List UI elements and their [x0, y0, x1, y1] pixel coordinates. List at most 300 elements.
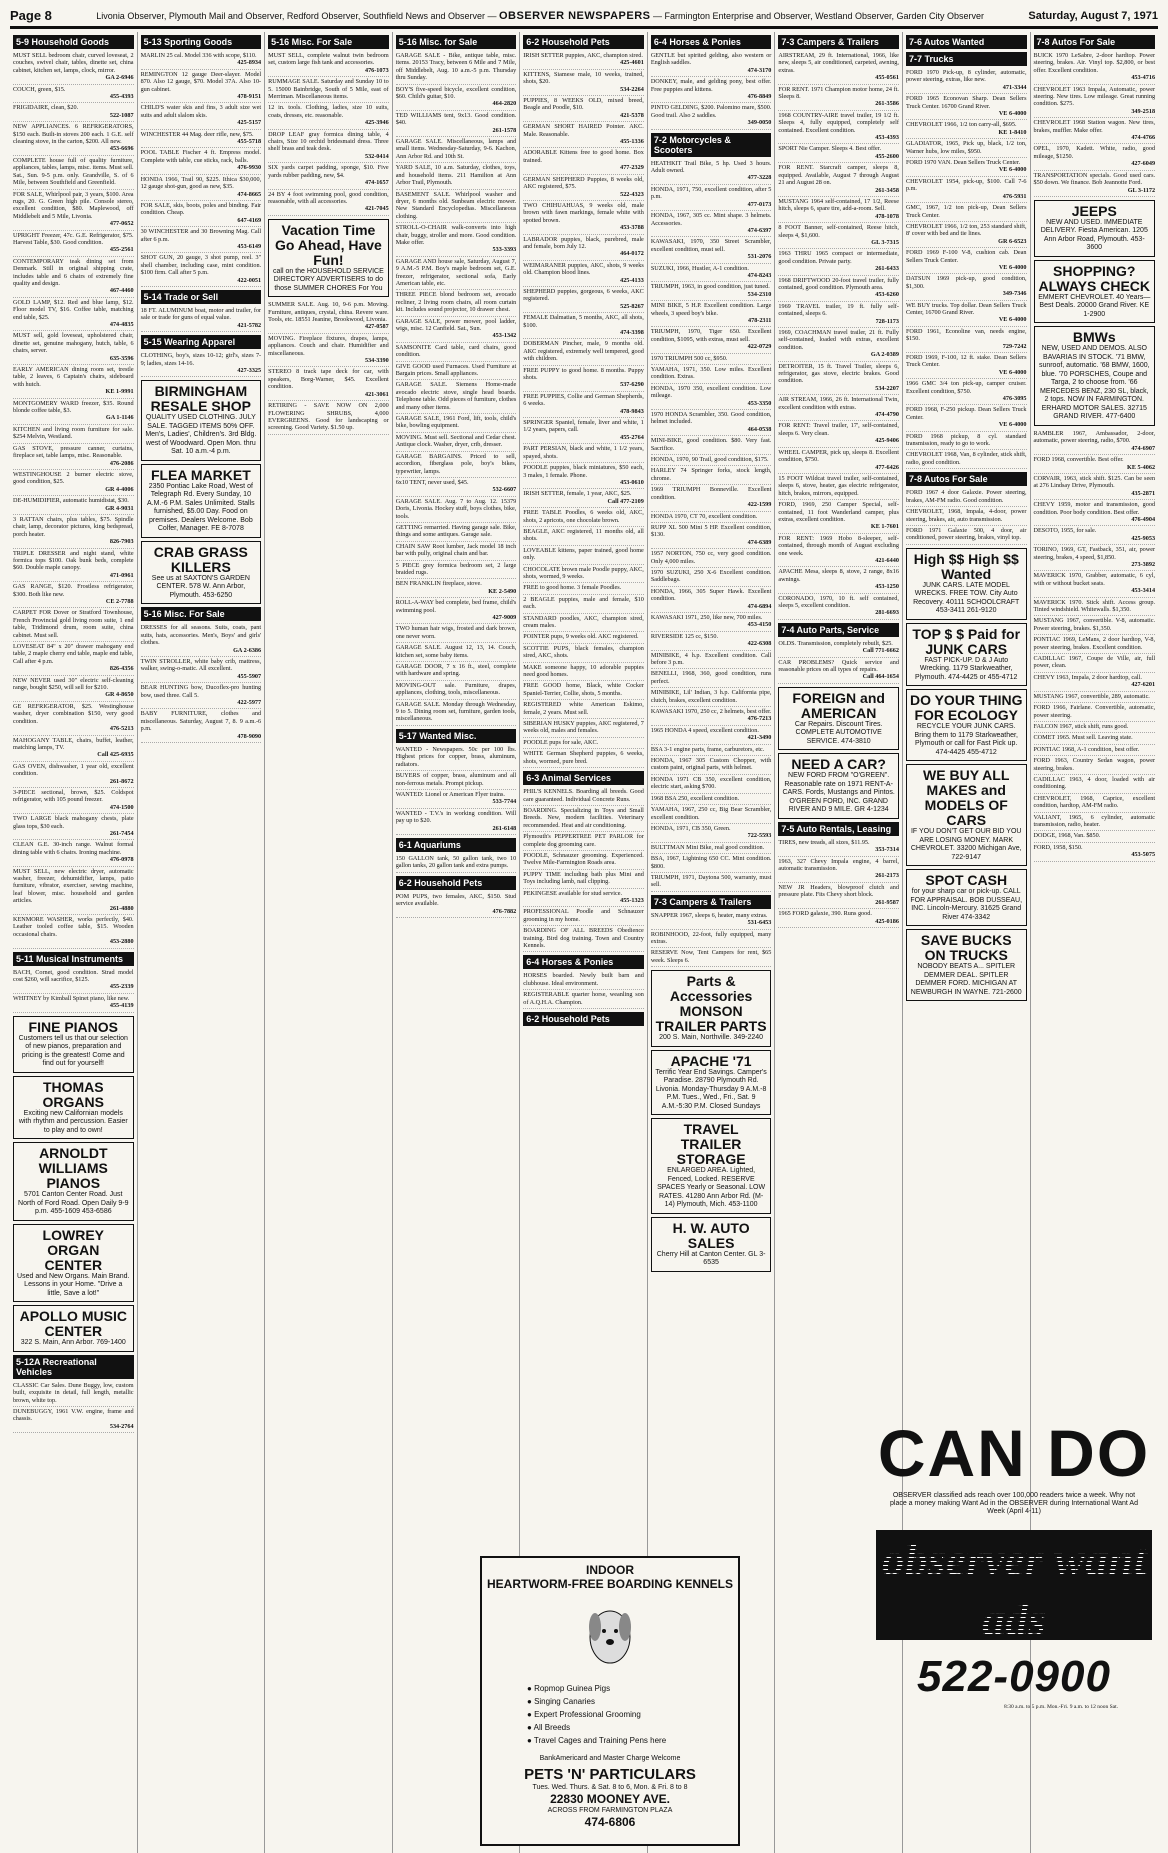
classified-ad	[906, 526, 1027, 545]
classified-ad	[651, 948, 772, 967]
ad-text: CHEVROLET 1954, pick-up, $100. Call 7-6 p.m.	[905, 177, 1027, 193]
ad-text: GMC, 1967, 1/2 ton pick-up, Dean Sellers Truck Center.	[905, 204, 1027, 219]
ad-text: COUCH, green, $15.	[13, 85, 66, 93]
display-ad-title: THOMAS ORGANS	[42, 1078, 104, 1110]
display-ad-title: FINE PIANOS	[28, 1018, 119, 1035]
display-ad	[13, 1016, 134, 1073]
classified-ad	[141, 227, 262, 253]
classified-ad	[523, 287, 644, 313]
classified-ad	[268, 51, 389, 77]
classified-ad	[1034, 616, 1156, 635]
ad-phone: 476-4904	[1131, 515, 1156, 523]
ad-text: STANDARD poodles, AKC, champion sired, cream males.	[523, 614, 644, 629]
ad-phone: 453-4393	[875, 134, 899, 142]
classified-ad	[396, 771, 517, 790]
classified-ad	[13, 840, 134, 866]
classified-ad	[778, 534, 899, 568]
classified-ad	[1034, 474, 1156, 500]
ad-text: MARLIN 25 cal. Model 336 with scope, $110.	[140, 52, 257, 59]
display-ad-body: EMMERT CHEVROLET. 40 Years—Best Deals. 20000 Grand River. KE 1-2900	[1038, 293, 1151, 318]
classified-ad	[13, 642, 134, 676]
classified-column	[138, 32, 266, 1853]
ad-phone: 467-4460	[109, 287, 134, 295]
ad-phone: 474-6389	[747, 538, 772, 546]
classified-ad	[906, 139, 1027, 158]
ad-text: GARAGE SALE. Miscellaneous, lamps and small items. Wednesday-Saturday, 9-6. Kachon, Ann Arbor Rd. and 10th St.	[395, 138, 517, 160]
classified-ad	[141, 201, 262, 227]
ad-text: WANTED: Lionel or American Flyer trains.	[395, 790, 505, 798]
classified-ad	[523, 870, 644, 889]
classified-ad	[268, 77, 389, 103]
ad-text: KAWASAKI 1970, 250 cc, 2 helmets, best offer.	[650, 708, 772, 716]
classified-ad	[651, 756, 772, 775]
ad-phone: 474-1657	[364, 179, 389, 187]
issue-date: Saturday, August 7, 1971	[1028, 9, 1158, 22]
ad-text: WANTED - T.V.'s in working condition. Will pay up to $20.	[395, 809, 517, 825]
ad-text: GAS RANGE, $120. Frostless refrigerator, $300. Both like new.	[13, 583, 134, 598]
ad-phone: 453-4150	[747, 621, 772, 629]
ad-text: RUPP XL 500 Mini 5 HP. Excellent condition, $130.	[650, 523, 772, 539]
ad-phone: 534-2207	[875, 384, 899, 392]
section-heading: 7-6 Autos Wanted	[906, 35, 1027, 49]
ad-text: 1970 TRIUMPH 500 cc, $950.	[650, 354, 728, 362]
display-ad-body: NOBODY BEATS A... SPITLER DEMMER DEAL. SPITLER DEMMER FORD. MICHIGAN AT NEWBURGH IN WAYNE. 721-2600	[910, 963, 1022, 996]
classified-ad	[651, 301, 772, 327]
ad-text: DESOTO, 1955, for sale.	[1033, 527, 1097, 535]
classified-ad	[13, 582, 134, 608]
ad-text: CHEVY 1959, motor and transmission, good condition. Poor body condition. Best offer.	[1033, 501, 1156, 516]
ad-phone: KE 2-5490	[488, 587, 517, 595]
ad-text: SIX yards carpet padding, sponge, $10. Five yards rubber padding, new, $4.	[268, 164, 389, 179]
ad-text: BASEMENT SALE. Whirlpool washer and dryer, 6 months old. Sunbeam electric mower. New Standard Encyclopedias. Miscellaneous clothing.	[395, 190, 517, 220]
ad-text: 12 in. tools. Clothing, ladies, size 10 suits, coats, dresses, etc. reasonable.	[268, 104, 389, 119]
ad-phone: 425-4133	[620, 276, 644, 284]
classified-ad	[1034, 745, 1156, 756]
ad-text: TRIPLE DRESSER and night stand, white formica tops $100. Oak bunk beds, complete $60. Double maple canopy.	[13, 549, 134, 572]
ad-phone: 453-6260	[875, 291, 899, 299]
ad-text: CARPET FOR Dover or Stratford Townhouse, French Provincial gold living room suite, 1 end table, Tridimond drum, room suite, china cabinet. Must sell.	[13, 609, 134, 639]
ad-text: FORD 1970 Pick-up, 8 cylinder, automatic, power steering, extras, like new.	[905, 69, 1027, 84]
ad-text: PONTIAC 1968, A-1 condition, best offer.	[1033, 745, 1140, 753]
ad-phone: 422-1599	[747, 501, 772, 509]
classified-ad	[13, 103, 134, 122]
classified-ad	[141, 175, 262, 201]
display-ad-title: BMWs	[1072, 329, 1116, 346]
classified-ad	[778, 328, 899, 362]
ad-text: DE-HUMIDIFIER, automatic humidistat, $30.	[13, 497, 129, 505]
classified-ad	[1034, 722, 1156, 733]
page-number: Page 8	[10, 8, 52, 23]
ad-text: HONDA, 1970, 90 Trail, good condition, $175.	[650, 456, 769, 464]
ad-text: RESERVE Now, Tent Campers for rent, $65 week. Sleeps 6.	[650, 949, 772, 964]
display-ad	[651, 1118, 772, 1214]
classified-ad	[13, 122, 134, 156]
ad-text: CHEVROLET 1968, Van, 8 cylinder, stick shift, radio, good condition.	[905, 451, 1027, 466]
classified-ad	[396, 452, 517, 478]
ad-text: GARAGE SALE. Aug. 7 to Aug. 12. 15379 Doris, Livonia. Hockey stuff, boys clothes, bike, tools.	[395, 497, 517, 520]
ad-text: GARAGE SALE - Bike, antique table, misc. items. 20153 Tracy, between 6 Mile and 7 Mile, off Middlebelt, Aug. 10 a.m.-5 p.m. Thursday thru Sunday.	[395, 52, 517, 82]
classified-ad	[778, 474, 899, 500]
ad-text: YARD SALE, 10 a.m. Saturday, clothes, toys, and household items. 211 Hamilton at Ann Arbor Trail, Plymouth.	[395, 164, 517, 187]
classified-ad	[396, 809, 517, 835]
ad-text: FORD 1969, F-100, 12 ft. stake. Dean Sellers Truck Center.	[905, 354, 1027, 369]
ad-phone: 476-9930	[237, 164, 262, 172]
ad-text: GIVE GOOD used Furnaces. Used Furniture at Bargain prices. Small appliances.	[395, 362, 517, 378]
display-ad-body: 5701 Canton Center Road. Just North of Ford Road. Open Daily 9-9 p.m. 455-1609 453-6586	[18, 1191, 129, 1216]
ad-text: APACHE Mesa, sleeps 8, stove, 2 range, 8x16 awnings.	[778, 568, 899, 583]
ad-phone: 427-0587	[364, 323, 389, 331]
classified-ad	[13, 298, 134, 332]
classified-ad	[906, 222, 1027, 248]
ad-text: VALIANT, 1965, 6 cylinder, automatic transmission, radio, heater.	[1033, 813, 1156, 828]
classified-ad	[13, 968, 134, 994]
classified-ad	[396, 257, 517, 291]
classified-ad	[268, 334, 389, 368]
display-ad	[906, 929, 1027, 1001]
ad-phone: 421-5782	[237, 321, 262, 329]
ad-text: AIRSTREAM, 29 ft. International, 1966, like new, sleeps 5, air conditioned, carpeted, awning, extras.	[778, 52, 899, 74]
ad-phone: 531-6453	[747, 919, 772, 927]
classified-ad	[651, 775, 772, 794]
classified-ad	[523, 644, 644, 663]
ad-phone: 273-3892	[1131, 561, 1156, 568]
display-ad-title: FLEA MARKET	[150, 466, 251, 483]
ad-phone: 647-4169	[237, 216, 262, 224]
classified-ad	[13, 762, 134, 788]
ad-text: FORD 1967 4 door Galaxie. Power steering, brakes, AM-FM radio. Good condition.	[905, 489, 1027, 504]
ad-text: FREE PUPPIES, Collie and German Shepherds, 6 weeks.	[523, 392, 644, 408]
masthead-title: OBSERVER NEWSPAPERS	[499, 9, 651, 22]
ad-text: TWIN STROLLER, white baby crib, mattress, walker, swing-o-matic. All excellent.	[140, 658, 262, 673]
classified-ad	[523, 444, 644, 463]
ad-text: TED WILLIAMS tent, 9x13. Good condition. $40.	[395, 111, 517, 127]
ad-text: FORD 1965 Econovan Sharp. Dean Sellers Truck Center. 16700 Grand River.	[905, 95, 1027, 110]
classified-ad	[651, 354, 772, 365]
classified-ad	[778, 838, 899, 857]
classified-ad	[651, 707, 772, 726]
classified-ad	[651, 237, 772, 263]
ad-phone: 425-9406	[875, 437, 899, 445]
classified-ad	[523, 313, 644, 339]
ad-text: POOL TABLE Fischer 4 ft. Empress model. Complete with table, cue sticks, rack, balls.	[140, 149, 262, 164]
section-heading: 6-2 Household Pets	[396, 876, 517, 890]
classified-ad	[651, 549, 772, 568]
classified-ad	[1034, 673, 1156, 692]
classified-ad	[1034, 144, 1156, 170]
classified-ad	[13, 608, 134, 642]
ad-text: HARLEY 74 Springer forks, stock length, chrome.	[650, 467, 772, 482]
ad-text: REGISTERABLE quarter horse, weanling son of A.Q.H.A. Champion.	[523, 991, 644, 1006]
classified-ad	[778, 85, 899, 111]
classified-ad	[1034, 692, 1156, 703]
ad-text: 1969 TRIUMPH Bonneville. Excellent condition.	[650, 486, 772, 501]
display-ad-body: Customers tell us that our selection of new pianos, preparation and pricing is the greatest! Come and find out for yourself!	[18, 1034, 128, 1068]
logo-text: observer want ads	[876, 1530, 1152, 1650]
ad-text: RAMBLER 1967, Ambassador, 2-door, automatic, power steering, radio, $700.	[1033, 429, 1156, 445]
display-ad-title: SAVE BUCKS ON TRUCKS	[920, 932, 1012, 964]
classified-ad	[906, 203, 1027, 222]
ad-phone: GR 4-8650	[105, 691, 134, 699]
ad-phone: 427-9009	[492, 614, 517, 621]
ad-text: FOR SALE, Whirlpool pair, 3 years, $100. Area rugs, 20. G. Green high pile. Console stereo, excellent condition, $80. Maplewood, off Middlebelt and 5 Mile, Livonia.	[13, 190, 134, 220]
ad-phone: 477-2329	[620, 164, 644, 172]
classified-ad	[778, 197, 899, 223]
ad-text: HONDA, 1967, 305 cc. Mint shape. 3 helmets. Accessories.	[650, 212, 772, 227]
display-ad-title: FOREIGN and AMERICAN	[792, 689, 885, 721]
ad-text: YAMAHA, 1967, 250 cc, Big Bear Scrambler, excellent condition.	[650, 806, 772, 821]
classified-ad	[268, 163, 389, 189]
section-heading: 6-4 Horses & Ponies	[651, 35, 772, 49]
display-ad	[268, 219, 389, 298]
ad-text: HONDA 1966, Trail 90, $225. Ithica $30,000, 12 gauge shot-gun, good as new, $35.	[140, 175, 262, 191]
ad-phone: 427-3325	[237, 367, 262, 374]
classified-ad	[1034, 500, 1156, 526]
ad-phone: 455-1336	[620, 138, 644, 146]
classified-column	[10, 32, 138, 1853]
display-ad-body: Used and New Organs. Main Brand. Lessons in your Home. "Drive a little, Save a lot!"	[17, 1272, 130, 1297]
classified-ad	[906, 68, 1027, 94]
classified-ad	[523, 787, 644, 806]
ad-text: SCOTTIE PUPS, black females, champion sired, AKC, shots.	[523, 644, 644, 660]
ad-text: FOR SALE, skis, boots, poles and binding. Fair condition. Cheap.	[140, 201, 262, 217]
ad-text: MAVERICK 1970. Stick shift. Access group. Tinted windshield. Whitewalls. $1,350.	[1033, 598, 1156, 614]
ad-phone: 478-2311	[748, 316, 772, 324]
classified-ad	[396, 85, 517, 111]
ad-text: FOR RENT: Travel trailer, 17', self-contained, sleeps 6. Very clean.	[778, 422, 899, 437]
section-heading: 5-12A Recreational Vehicles	[13, 1355, 134, 1379]
ad-text: FORD 1968, F-250 pickup. Dean Sellers Truck Center.	[905, 406, 1027, 421]
ad-text: KAWASAKI, 1970, 350 Street Scrambler, excellent condition, must sell.	[650, 238, 772, 253]
ad-phone: GL 3-1172	[1127, 186, 1156, 194]
classified-ad	[651, 688, 772, 707]
classified-ad	[1034, 118, 1156, 144]
ad-text: WANTED - Newspapers. 50c per 100 lbs. Highest prices for copper, brass, aluminum, radiators.	[395, 745, 517, 768]
display-ad-body: NEW FORD FROM "O'GREEN". Reasonable rate on 1971 RENT-A-CARS. Fords, Mustangs and Pintos. O'GREEN FORD, INC. GRAND RIVER AND 9 MILE. GR 4-1234	[782, 772, 895, 814]
ad-text: 1968 DRIFTWOOD 20-foot travel trailer, fully contained, good condition. Plymouth area.	[778, 276, 899, 291]
classified-ad	[523, 175, 644, 201]
classified-ad	[523, 546, 644, 565]
ad-text: FORD 1968, convertible. Best offer.	[1033, 456, 1124, 464]
ad-phone: 353-7314	[875, 846, 899, 854]
classified-ad	[651, 726, 772, 745]
ad-text: PHIL'S KENNELS. Boarding all breeds. Good care guaranteed. Individual Concrete Runs.	[523, 788, 644, 803]
classified-ad	[13, 867, 134, 915]
classified-ad	[268, 367, 389, 401]
ad-text: 3 RATTAN chairs, plus tables, $75. Spindle chair, lamp, decorator pictures, king bedspread, porch heater.	[13, 515, 134, 538]
ad-phone: 531-2076	[747, 253, 772, 261]
classified-ad	[778, 594, 899, 620]
ad-phone: 453-6149	[237, 242, 262, 250]
classified-ad	[268, 130, 389, 164]
ad-text: BUICK 1970 LeSabre, 2-door hardtop. Power steering, brakes. Air. Vinyl top. $2,800, or best offer. Excellent condition.	[1033, 52, 1156, 74]
display-ad-body: ENLARGED AREA. Lighted, Fenced, Locked. RESERVE SPACES Yearly or Seasonal. LOW RATES. 41280 Ann Arbor Rd. (M-14) Plymouth, Mich. 453-1100	[657, 1167, 766, 1209]
classified-ad	[13, 994, 134, 1013]
classified-ad	[13, 470, 134, 496]
classified-ad	[651, 466, 772, 485]
classified-ad	[523, 527, 644, 546]
classified-ad	[396, 745, 517, 771]
section-heading: 5-16 Misc. For Sale	[268, 35, 389, 49]
ad-phone: 464-0172	[620, 250, 644, 258]
kennel-location: ACROSS FROM FARMINGTON PLAZA	[547, 1807, 673, 1814]
ad-phone: 525-8267	[620, 302, 644, 310]
ad-phone: 532-6607	[492, 486, 517, 494]
ad-text: TRANSPORTATION specials. Good used cars. $50 down. We finance. Bob Jeannotte Ford.	[1033, 171, 1156, 187]
classified-ad	[906, 379, 1027, 405]
ad-phone: Call 771-6662	[862, 647, 899, 655]
classified-ad	[778, 567, 899, 593]
ad-phone: 427-6049	[1131, 160, 1156, 168]
classified-ad	[523, 235, 644, 261]
classified-ad	[651, 365, 772, 384]
ad-text: BACH, Cornet, good condition. Strad model cost $260, will sacrifice, $125.	[13, 968, 134, 984]
classified-ad	[141, 70, 262, 104]
classified-ad	[651, 436, 772, 455]
classified-ad	[523, 70, 644, 96]
ad-text: SUZUKI, 1966, Hustler, A-1 condition.	[650, 264, 749, 272]
ad-phone: 476-5931	[1002, 192, 1027, 200]
classified-ad	[778, 144, 899, 163]
classified-ad	[523, 663, 644, 682]
classified-ad	[651, 930, 772, 949]
classified-ad	[523, 851, 644, 870]
cando-ad	[870, 1388, 1158, 1843]
display-ad-title: High $$ High $$ Wanted	[913, 550, 1019, 582]
display-ad-body: NEW AND USED. IMMEDIATE DELIVERY. Fiesta American. 1205 Ann Arbor Road, Plymouth. 453-3600	[1040, 218, 1148, 252]
classified-ad	[396, 343, 517, 362]
classified-ad	[651, 651, 772, 670]
display-ad	[1034, 326, 1156, 426]
ad-phone: 471-0961	[109, 571, 134, 579]
classified-ad	[523, 418, 644, 444]
classified-ad	[141, 103, 262, 129]
ad-phone: 425-0186	[875, 917, 899, 925]
classified-ad	[523, 463, 644, 489]
ad-phone: 455-2764	[620, 433, 644, 441]
ad-text: POM PUPS, two females, AKC, $150. Stud service available.	[395, 892, 517, 908]
ad-text: CHEVROLET 1966, 1/2 ton, 253 standard shift, 8' cover with bed and tie lines.	[905, 222, 1027, 238]
classified-ad	[141, 657, 262, 683]
ad-phone: 474-4790	[875, 411, 899, 419]
classified-ad	[396, 223, 517, 257]
classified-ad	[523, 122, 644, 148]
classified-ad	[1034, 733, 1156, 744]
display-ad	[778, 687, 899, 751]
ad-text: HONDA, 1971, CB 350, Green.	[650, 824, 731, 832]
ad-phone: 453-6696	[109, 145, 134, 153]
ad-phone: 453-1250	[875, 583, 899, 591]
display-ad-title: CRAB GRASS KILLERS	[153, 543, 248, 575]
ad-phone: 349-7346	[1002, 290, 1027, 298]
classified-ad	[13, 676, 134, 702]
classified-ad	[396, 380, 517, 414]
ad-text: 1969, COACHMAN travel trailer, 21 ft. Fully self-contained, loaded with extras, excellent condition.	[778, 329, 899, 351]
classified-ad	[523, 565, 644, 584]
classified-ad	[778, 421, 899, 447]
ad-text: RETIRING - SAVE NOW ON 2,000 FLOWERING SHRUBS, 4,000 EVERGREENS. Good for landscaping or screening. Good Variety. $1.50 up.	[268, 402, 389, 432]
ad-phone: 474-4766	[1131, 134, 1156, 142]
ad-phone: 261-9587	[875, 898, 899, 906]
display-ad	[13, 1142, 134, 1221]
ad-text: HONDA, 1966, 305 Super Hawk. Excellent condition.	[650, 587, 772, 603]
classified-ad	[396, 414, 517, 433]
classified-ad	[651, 185, 772, 211]
classified-ad	[1034, 843, 1156, 862]
ad-phone: GA 2-0389	[870, 351, 899, 359]
ad-phone: 453-3788	[620, 224, 644, 232]
ad-text: WEIMARANER puppies, AKC, shots, 9 weeks old. Champion blood lines.	[523, 261, 644, 277]
classified-ad	[523, 907, 644, 926]
classified-ad	[1034, 756, 1156, 775]
ad-phone: 471-3344	[1002, 83, 1027, 91]
ad-text: GOLD LAMP, $12. Red and blue lamp, $12. Floor model TV, $16. Coffee table, matching end table, $25.	[13, 298, 134, 321]
ad-phone: 455-2561	[109, 246, 134, 254]
ad-phone: 534-3390	[364, 357, 389, 365]
display-ad-body: Car Repairs. Discount Tires. COMPLETE AUTOMOTIVE SERVICE. 474-3810	[794, 720, 883, 745]
ad-text: GE REFRIGERATOR, $25. Westinghouse washer, dryer combination $150, very good condition.	[13, 702, 134, 725]
ad-phone: 826-7903	[109, 538, 134, 546]
ad-phone: 474-6907	[1131, 444, 1156, 452]
classified-ad	[523, 201, 644, 235]
ad-text: NEW JR Headers, blowproof clutch and pressure plate. Fits Chevy short block.	[778, 883, 899, 899]
classified-ad	[651, 103, 772, 129]
ad-text: PEKINGESE available for stud service.	[523, 889, 623, 897]
ad-text: 2 BEAGLE puppies, male and female, $10 each.	[523, 595, 644, 611]
classified-ad	[778, 883, 899, 909]
display-ad-title: TOP $ $ Paid for JUNK CARS	[912, 625, 1021, 657]
classified-ad	[523, 583, 644, 594]
classified-ad	[1034, 455, 1156, 474]
ad-text: MOVING-OUT sale. Furniture, drapes, appliances, clothing, tools, miscellaneous.	[395, 681, 517, 697]
ad-phone: 534-2764	[109, 1422, 134, 1430]
ad-text: 18 FT. ALUMINUM boat, motor and trailer, for sale or trade for guns of equal value.	[140, 306, 262, 322]
kennel-name: PETS 'N' PARTICULARS	[524, 1766, 696, 1783]
classified-ad	[523, 832, 644, 851]
ad-text: CHAIN SAW Root lumber, Jack model 18 inch bar with pully, original chain and bar.	[395, 542, 517, 558]
ad-text: OPEL, 1970, Kadett. White, radio, good mileage, $1250.	[1033, 145, 1156, 160]
classified-ad	[651, 669, 772, 688]
ad-text: CLEAN G.E. 30-inch range. Walnut formal dining table with 6 chairs. Ironing machine.	[13, 841, 134, 856]
classified-ad	[523, 806, 644, 832]
ad-phone: 474-1500	[109, 803, 134, 811]
classified-ad	[651, 843, 772, 854]
ad-text: SHOT GUN, 20 gauge, 3 shot pump, reel. 3" shell chamber, including case, mint condition. $100 firm. Call after 5 p.m.	[140, 254, 262, 277]
ad-text: CHEVROLET 1968 Station wagon. New tires, brakes, muffler. Make offer.	[1033, 119, 1156, 134]
ad-text: GERMAN SHORT HAIRED Pointer. AKC. Male. Reasonable.	[523, 123, 644, 138]
classified-ad	[651, 282, 772, 301]
display-ad	[906, 869, 1027, 926]
display-ad	[651, 1217, 772, 1272]
cando-hours: 8:30 a.m. to 5 p.m. Mon.-Fri. 9 a.m. to 12 noon Sat.	[1004, 1704, 1118, 1710]
masthead-papers: Livonia Observer, Plymouth Mail and Observer, Redford Observer, Southfield News and Observer	[96, 10, 485, 21]
ad-text: BUYERS of copper, brass, aluminum and all non-ferrous metals. Prompt pickup.	[395, 772, 517, 787]
ad-phone: GA 1-1146	[105, 414, 134, 422]
classified-ad	[778, 448, 899, 474]
ad-text: WESTINGHOUSE 2 burner electric stove, good condition, $25.	[13, 470, 134, 486]
ad-text: FOR RENT. Starcraft camper, sleeps 8, equipped. Available, August 7 through August 21 and August 28 on.	[778, 164, 899, 187]
ad-text: PINTO GELDING, $200. Palomino mare, $500. Good trail. Also 2 saddles.	[650, 104, 772, 119]
ad-phone: 261-3458	[875, 186, 899, 194]
classified-ad	[778, 362, 899, 396]
display-ad-body: Terrific Year End Savings. Camper's Paradise. 28790 Plymouth Rd. Livonia. Monday-Thursday 9 A.M.-8 P.M. Tues., Wed., Fri., Sat. 9 A.M.-5:30 P.M. Closed Sundays	[655, 1068, 767, 1110]
kennel-cards: BankAmericard and Master Charge Welcome	[539, 1755, 681, 1762]
classified-ad	[396, 163, 517, 189]
classified-ad	[651, 485, 772, 511]
ad-text: 30 WINCHESTER and 30 Browning Mag. Call after 6 p.m.	[140, 228, 262, 243]
ad-phone: VE 6-4000	[998, 368, 1027, 376]
ad-text: FORD 1968 pickup, 8 cyl. standard transmission, ready to go to work.	[905, 432, 1027, 448]
ad-text: COMET 1965. Must sell. Leaving state.	[1033, 734, 1133, 742]
